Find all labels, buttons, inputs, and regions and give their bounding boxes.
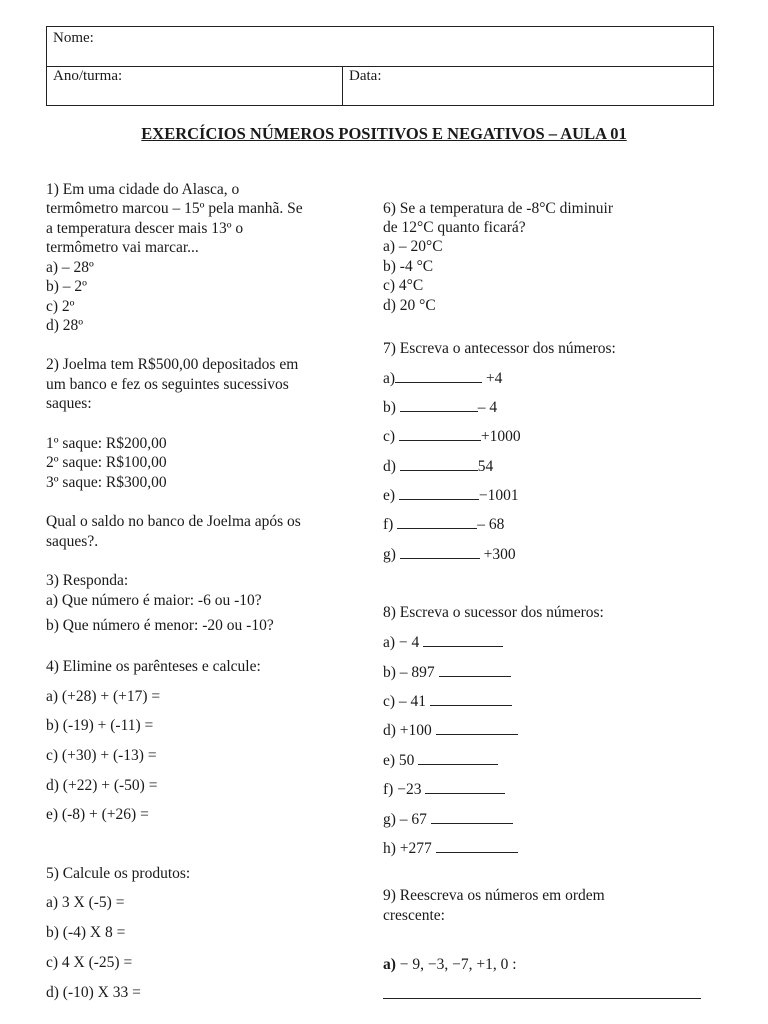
q7-item-value: – 68 (477, 516, 505, 533)
q6-option: a) – 20°C (383, 238, 443, 255)
q7-item (383, 514, 504, 535)
answer-blank[interactable] (431, 809, 513, 824)
q7-item-value: – 4 (477, 399, 498, 416)
q8-item (383, 750, 498, 771)
answer-blank[interactable] (400, 397, 478, 412)
q9-answer-line[interactable] (383, 998, 701, 999)
q9-item-prefix: a) (383, 956, 396, 973)
q2-question: Qual o saldo no banco de Joelma após os (46, 513, 301, 530)
q6-line: 6) Se a temperatura de -8°C diminuir (383, 200, 614, 217)
q2-withdrawal: 1º saque: R$200,00 (46, 435, 167, 452)
q5-item: c) 4 X (-25) = (46, 954, 133, 971)
q4-heading: 4) Elimine os parênteses e calcule: (46, 658, 261, 675)
q3-heading: 3) Responda: (46, 572, 129, 589)
q4-item: c) (+30) + (-13) = (46, 747, 157, 764)
answer-blank[interactable] (400, 544, 480, 559)
class-date-row (47, 67, 713, 106)
q7-item (383, 544, 516, 565)
q8-item (383, 632, 503, 653)
q4-item: e) (-8) + (+26) = (46, 806, 149, 823)
q7-item (383, 368, 502, 389)
q7-item-prefix: b) (383, 399, 400, 416)
q8-item (383, 662, 511, 683)
answer-blank[interactable] (399, 426, 481, 441)
q7-item-prefix: g) (383, 546, 400, 563)
answer-blank[interactable] (436, 720, 518, 735)
answer-blank[interactable] (400, 456, 478, 471)
q8-item (383, 720, 518, 741)
q8-item-text: e) 50 (383, 752, 419, 769)
q1-line: termômetro marcou – 15º pela manhã. Se (46, 200, 303, 217)
q8-item (383, 838, 518, 859)
q8-item-text: f) −23 (383, 781, 426, 798)
q1-option: b) – 2º (46, 278, 87, 295)
q8-item-text: c) – 41 (383, 693, 430, 710)
q1-option: a) – 28º (46, 259, 94, 276)
q8-item-text: d) +100 (383, 722, 436, 739)
q8-item (383, 691, 512, 712)
q5-item: a) 3 X (-5) = (46, 894, 125, 911)
name-label: Nome: (53, 30, 94, 46)
q7-heading: 7) Escreva o antecessor dos números: (383, 340, 616, 357)
q2-line: 2) Joelma tem R$500,00 depositados em (46, 356, 299, 373)
q4-item: b) (-19) + (-11) = (46, 717, 154, 734)
q9-heading: 9) Reescreva os números em ordem (383, 887, 605, 904)
cell-divider (342, 67, 343, 106)
class-label: Ano/turma: (53, 68, 123, 84)
q8-item-text: h) +277 (383, 840, 436, 857)
q7-item-value: −1001 (478, 487, 519, 504)
q2-question: saques?. (46, 533, 99, 550)
q4-item: d) (+22) + (-50) = (46, 777, 158, 794)
answer-blank[interactable] (399, 485, 479, 500)
q7-item-value: +4 (482, 370, 503, 387)
q2-withdrawal: 3º saque: R$300,00 (46, 474, 167, 491)
student-info-table (46, 26, 714, 106)
q9-item (383, 955, 517, 975)
q3-item: a) Que número é maior: -6 ou -10? (46, 592, 262, 609)
q2-withdrawal: 2º saque: R$100,00 (46, 454, 167, 471)
answer-blank[interactable] (418, 750, 498, 765)
q1-line: 1) Em uma cidade do Alasca, o (46, 181, 240, 198)
q1-line: a temperatura descer mais 13º o (46, 220, 244, 237)
q7-item-value: +300 (479, 546, 516, 563)
q7-item-prefix: a) (383, 370, 396, 387)
q6-option: b) -4 °C (383, 258, 434, 275)
q4-item: a) (+28) + (+17) = (46, 688, 161, 705)
q7-item (383, 397, 497, 418)
answer-blank[interactable] (395, 368, 482, 383)
q2-line: um banco e fez os seguintes sucessivos (46, 376, 289, 393)
q1-option: d) 28º (46, 317, 84, 334)
q7-item-prefix: c) (383, 428, 399, 445)
answer-blank[interactable] (436, 838, 518, 853)
q8-item (383, 809, 513, 830)
date-label: Data: (349, 68, 382, 84)
worksheet-title: EXERCÍCIOS NÚMEROS POSITIVOS E NEGATIVOS – AULA 01 (141, 124, 627, 143)
q1-option: c) 2º (46, 298, 75, 315)
q1-line: termômetro vai marcar... (46, 239, 199, 256)
q8-item-text: a) − 4 (383, 634, 424, 651)
q7-item-prefix: d) (383, 458, 400, 475)
q6-line: de 12°C quanto ficará? (383, 219, 526, 236)
q7-item-value: +1000 (480, 428, 521, 445)
q3-item: b) Que número é menor: -20 ou -10? (46, 617, 274, 634)
q7-item-value: 54 (477, 458, 494, 475)
q7-item-prefix: f) (383, 516, 398, 533)
q5-item: b) (-4) X 8 = (46, 924, 126, 941)
q8-item-text: g) – 67 (383, 811, 431, 828)
q5-item: d) (-10) X 33 = (46, 984, 141, 1001)
q8-item-text: b) – 897 (383, 664, 439, 681)
q9-heading: crescente: (383, 907, 445, 924)
q8-heading: 8) Escreva o sucessor dos números: (383, 604, 604, 621)
name-row (47, 27, 713, 67)
q9-numbers: − 9, −3, −7, +1, 0 : (395, 956, 517, 973)
q7-item (383, 456, 493, 477)
q7-item (383, 426, 521, 447)
q6-option: d) 20 °C (383, 297, 436, 314)
q7-item (383, 485, 519, 506)
q6-option: c) 4°C (383, 277, 424, 294)
q2-line: saques: (46, 395, 92, 412)
answer-blank[interactable] (397, 514, 477, 529)
q8-item (383, 779, 505, 800)
q7-item-prefix: e) (383, 487, 399, 504)
answer-blank[interactable] (439, 662, 511, 677)
answer-blank[interactable] (423, 632, 503, 647)
q5-heading: 5) Calcule os produtos: (46, 865, 191, 882)
answer-blank[interactable] (430, 691, 512, 706)
answer-blank[interactable] (425, 779, 505, 794)
